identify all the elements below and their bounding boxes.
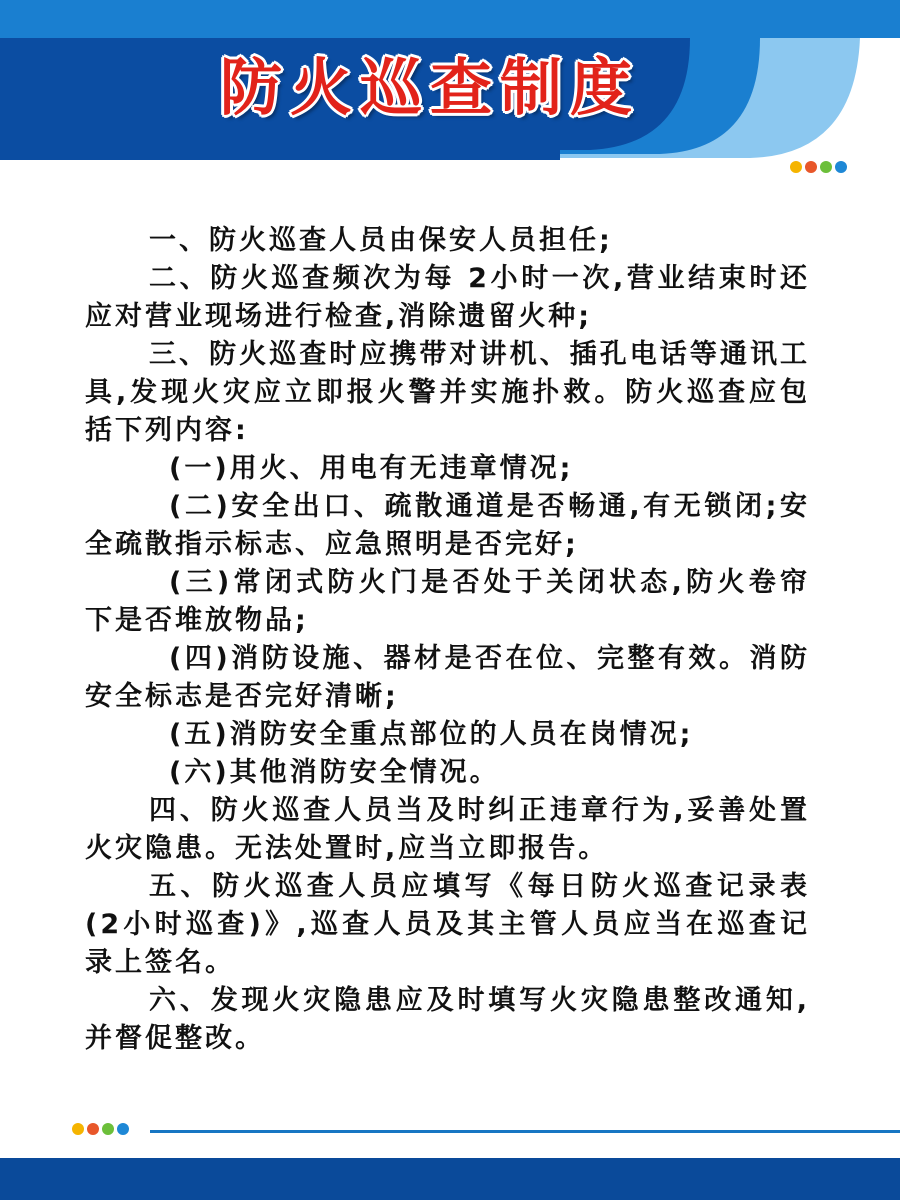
- rule-3-sub-5: (五)消防安全重点部位的人员在岗情况;: [169, 719, 694, 750]
- rule-3-sub-4: (四)消防设施、器材是否在位、完整有效。消防安全标志是否完好清晰;: [85, 643, 810, 712]
- rule-6: 六、发现火灾隐患应及时填写火灾隐患整改通知,并督促整改。: [85, 985, 810, 1054]
- decorative-dots-bottom: [72, 1123, 129, 1135]
- rule-3-sub-6: (六)其他消防安全情况。: [169, 757, 500, 788]
- dot-blue: [835, 161, 847, 173]
- decorative-dots-top: [790, 161, 847, 173]
- rule-3-sub-1: (一)用火、用电有无违章情况;: [169, 453, 574, 484]
- page-title: 防火巡查制度: [220, 51, 641, 124]
- rule-3-sub-3: (三)常闭式防火门是否处于关闭状态,防火卷帘下是否堆放物品;: [85, 567, 810, 636]
- regulation-body: [85, 222, 810, 1058]
- footer-band: [0, 1158, 900, 1200]
- rule-3: 三、防火巡查时应携带对讲机、插孔电话等通讯工具,发现火灾应立即报火警并实施扑救。防火巡查应包括下列内容:: [85, 339, 810, 446]
- dot-green: [102, 1123, 114, 1135]
- dot-green: [820, 161, 832, 173]
- rule-1: 一、防火巡查人员由保安人员担任;: [149, 225, 613, 256]
- rule-5: 五、防火巡查人员应填写《每日防火巡查记录表(2小时巡查)》,巡查人员及其主管人员应当在巡查记录上签名。: [85, 871, 810, 978]
- rule-2: 二、防火巡查频次为每 2小时一次,营业结束时还应对营业现场进行检查,消除遗留火种;: [85, 263, 810, 332]
- dot-orange: [805, 161, 817, 173]
- dot-yellow: [72, 1123, 84, 1135]
- rule-4: 四、防火巡查人员当及时纠正违章行为,妥善处置火灾隐患。无法处置时,应当立即报告。: [85, 795, 810, 864]
- dot-blue: [117, 1123, 129, 1135]
- dot-orange: [87, 1123, 99, 1135]
- footer-divider: [150, 1130, 900, 1133]
- header-banner: [0, 0, 900, 175]
- rule-3-sub-2: (二)安全出口、疏散通道是否畅通,有无锁闭;安全疏散指示标志、应急照明是否完好;: [85, 491, 810, 560]
- dot-yellow: [790, 161, 802, 173]
